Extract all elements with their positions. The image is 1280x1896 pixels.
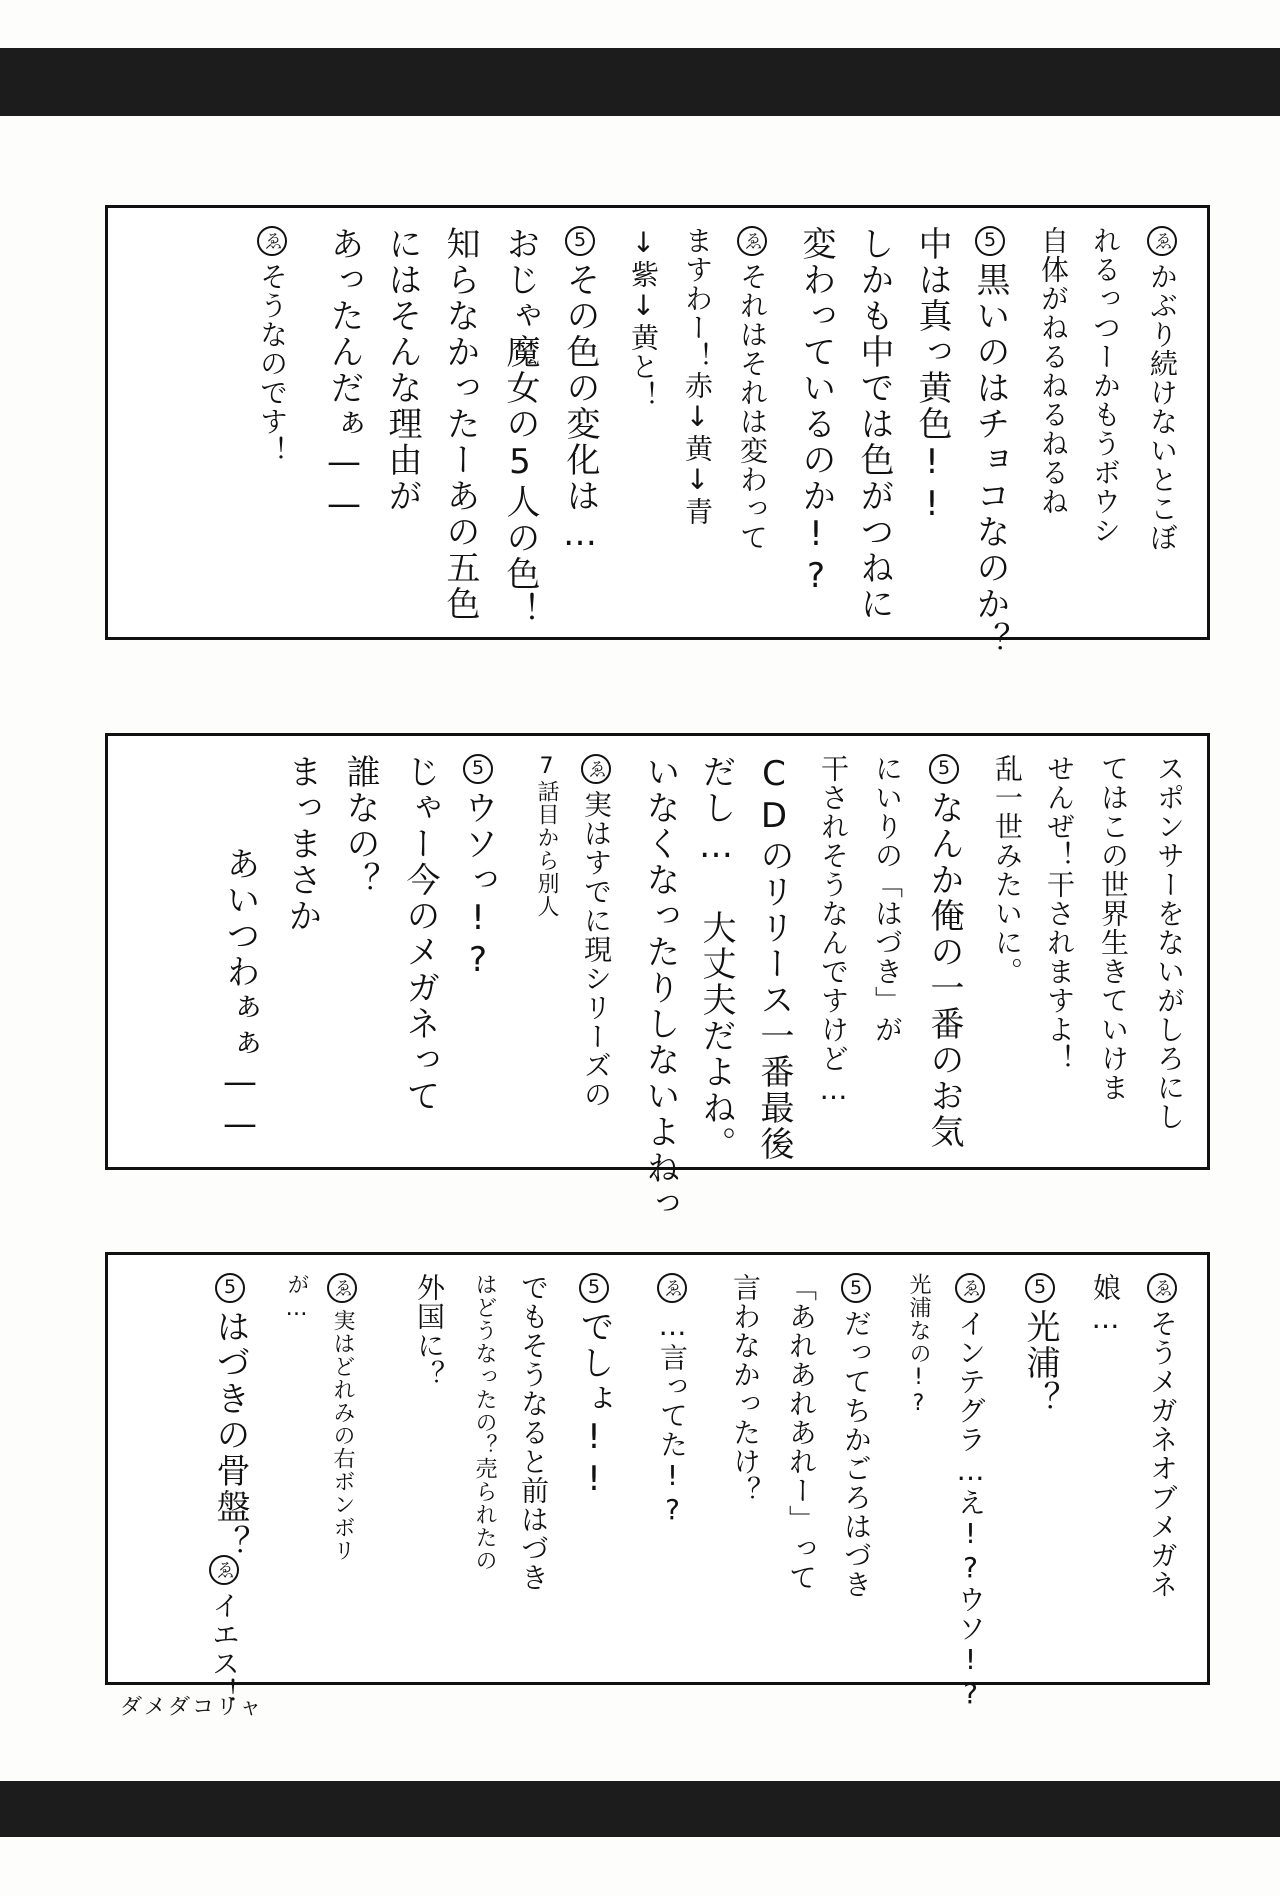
panel3-line-5: 光浦なの!? [906, 1273, 931, 1417]
speaker-badge: 5 [463, 754, 493, 784]
bottom-black-band [0, 1781, 1280, 1837]
panel2-line-1: スポンサーをないがしろにし [1153, 754, 1186, 1131]
speaker-badge: 5 [975, 226, 1005, 256]
speaker-badge: 5 [929, 754, 959, 784]
panel2-line-12: 7話目から別人 [534, 754, 559, 918]
text-panel-2 [105, 733, 1210, 1222]
panel1-line-11: 5その色の変化は… [563, 226, 597, 556]
panel3-line-11: でもそうなると前はづき [517, 1273, 550, 1592]
panel1-line-3: 自体がねるねるねるね [1037, 226, 1070, 516]
panel1-line-16: ゑそうなのです！ [257, 226, 287, 465]
panel3-line-1: ゑそうメガネオブメガネ [1147, 1273, 1177, 1599]
panel3-line-14: ゑ実はどれみの右ボンボリ [327, 1273, 357, 1562]
panel3-line-12: はどうなったの？売られたの [472, 1273, 497, 1572]
panel2-line-10: いなくなったりしないよねっ [640, 754, 680, 1222]
panel1-line-8: ゑそれはそれは変わって [737, 226, 767, 552]
panel3-line-13: 外国に？ [413, 1273, 446, 1389]
panel3-line-3: 5光浦？ [1023, 1273, 1057, 1417]
panel3-line-2: 娘… [1089, 1273, 1122, 1336]
panel2-line-11: ゑ実はすでに現シリーズの [581, 754, 611, 1109]
panel1-line-7: 変わっているのか!? [796, 226, 836, 598]
speaker-badge: 5 [841, 1273, 871, 1303]
panel1-line-5: 中は真っ黄色!! [912, 226, 952, 526]
speaker-badge: ゑ [327, 1273, 357, 1303]
footer-caption: ダメダコリャ [120, 1695, 264, 1720]
speaker-badge: ゑ [955, 1273, 985, 1303]
panel2-line-6: にいりの「はづき」が [871, 754, 904, 1044]
speaker-badge: 5 [215, 1273, 245, 1303]
speaker-badge: ゑ [1147, 226, 1177, 256]
panel2-line-7: 干されそうなんですけど… [817, 754, 850, 1107]
text-panel-1 [105, 205, 1210, 658]
speaker-badge: ゑ [657, 1273, 687, 1303]
panel3-line-15: が… [284, 1273, 309, 1322]
panel3-line-16: 5はづきの骨盤？ [213, 1273, 247, 1561]
panel2-line-2: てはこの世界生きていけま [1097, 754, 1130, 1102]
panel2-line-16: まっまさか [282, 754, 322, 934]
panel3-line-17: ゑイエス！ [209, 1555, 239, 1707]
panel1-line-2: れるっつーかもうボウシ [1089, 226, 1122, 545]
panel2-line-8: CDのリリース一番最後 [754, 754, 794, 1162]
speaker-badge: ゑ [257, 226, 287, 256]
panel3-line-6: 5だってちかごろはづき [841, 1273, 871, 1599]
speaker-badge: ゑ [581, 754, 611, 784]
panel1-line-1: ゑかぶり続けないとこぼ [1147, 226, 1177, 552]
panel2-line-14: じゃー今のメガネって [400, 754, 440, 1114]
panel2-line-15: 誰なの？ [340, 754, 380, 898]
panel2-line-4: 乱一世みたいに。 [991, 754, 1024, 986]
speaker-badge: 5 [1025, 1273, 1055, 1303]
panel3-line-8: 言わなかったけ？ [729, 1273, 762, 1505]
panel2-line-5: 5なんか俺の一番のお気 [927, 754, 961, 1150]
panel2-line-13: 5ウソっ!? [461, 754, 495, 982]
panel1-line-14: にはそんな理由が [382, 226, 422, 514]
speaker-badge: ゑ [737, 226, 767, 256]
speaker-badge: 5 [579, 1273, 609, 1303]
panel3-line-9: ゑ…言ってた!? [657, 1273, 687, 1527]
panel2-line-17: あいつわぁぁ—— [220, 846, 260, 1146]
panel2-line-9: だし… 大丈夫だよね。 [696, 754, 736, 1162]
panel1-line-4: 5黒いのはチョコなのか？ [973, 226, 1007, 658]
panel1-line-6: しかも中では色がつねに [854, 226, 894, 622]
panel3-line-4: ゑインテグラ…え!?ウソ!? [955, 1273, 985, 1711]
speaker-badge: 5 [565, 226, 595, 256]
panel3-line-10: 5でしょ!! [577, 1273, 611, 1501]
panel1-line-12: おじゃ魔女の5人の色！ [500, 226, 540, 628]
panel1-line-13: 知らなかったーあの五色 [440, 226, 480, 622]
top-black-band [0, 48, 1280, 116]
speaker-badge: ゑ [209, 1555, 239, 1585]
panel1-line-9: ますわー！赤↓黄↓青 [681, 226, 714, 526]
speaker-badge: ゑ [1147, 1273, 1177, 1303]
panel1-line-15: あったんだぁ—— [324, 226, 364, 526]
panel1-line-10: ↓紫↓黄と！ [627, 226, 660, 410]
panel3-line-7: 「あれあれあれー」って [785, 1273, 818, 1592]
panel2-line-3: せんぜ！干されますよ！ [1043, 754, 1076, 1073]
